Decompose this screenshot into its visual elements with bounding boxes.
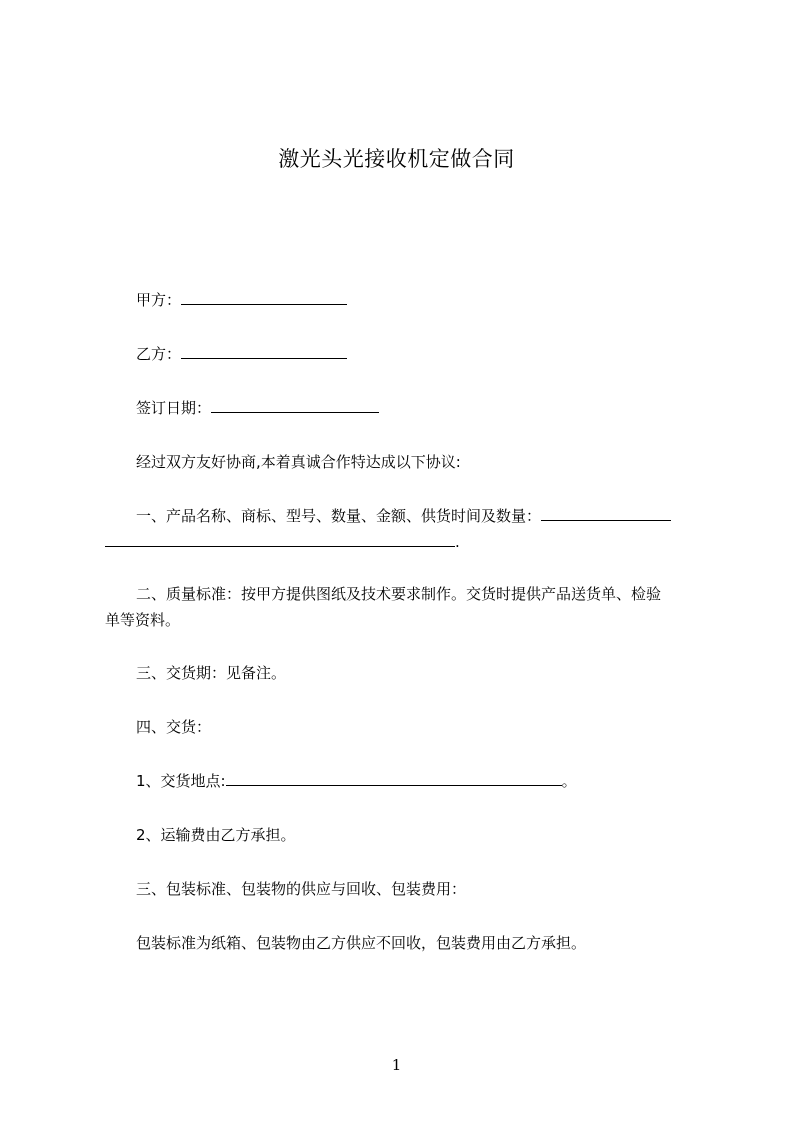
party-b-line	[136, 344, 347, 364]
intro-paragraph: 经过双方友好协商,本着真诚合作特达成以下协议:	[136, 453, 461, 471]
delivery-place-line	[136, 771, 577, 791]
clause-1-text: 一、产品名称、商标、型号、数量、金额、供货时间及数量：	[136, 507, 542, 525]
sign-date-label: 签订日期：	[136, 399, 212, 417]
sign-date-blank[interactable]	[211, 398, 379, 413]
party-b-blank[interactable]	[181, 344, 347, 359]
party-a-label: 甲方：	[136, 291, 182, 309]
clause-2-line-2: 单等资料。	[105, 611, 181, 629]
clause-1-continuation	[105, 532, 460, 552]
clause-1-end: .	[455, 533, 460, 551]
clause-1-line	[136, 506, 671, 526]
delivery-place-label: 1、交货地点:	[136, 772, 226, 790]
clause-3: 三、交货期：见备注。	[136, 664, 287, 682]
party-a-blank[interactable]	[181, 290, 347, 305]
party-a-line	[136, 290, 347, 310]
party-b-label: 乙方：	[136, 345, 182, 363]
clause-1-blank-continued[interactable]	[105, 532, 455, 547]
delivery-place-blank[interactable]	[226, 771, 562, 786]
delivery-place-end: 。	[561, 772, 577, 790]
clause-4: 四、交货：	[136, 718, 212, 736]
clause-1-blank[interactable]	[541, 506, 671, 521]
clause-2-line-1: 二、质量标准：按甲方提供图纸及技术要求制作。交货时提供产品送货单、检验	[136, 585, 662, 603]
clause-packaging-heading: 三、包装标准、包装物的供应与回收、包装费用：	[136, 880, 467, 898]
shipping-cost-item: 2、运输费由乙方承担。	[136, 826, 296, 844]
document-title: 激光头光接收机定做合同	[278, 147, 515, 171]
packaging-paragraph: 包装标准为纸箱、包装物由乙方供应不回收，包装费用由乙方承担。	[136, 934, 587, 952]
sign-date-line	[136, 398, 379, 418]
page-number: 1	[391, 1056, 402, 1074]
